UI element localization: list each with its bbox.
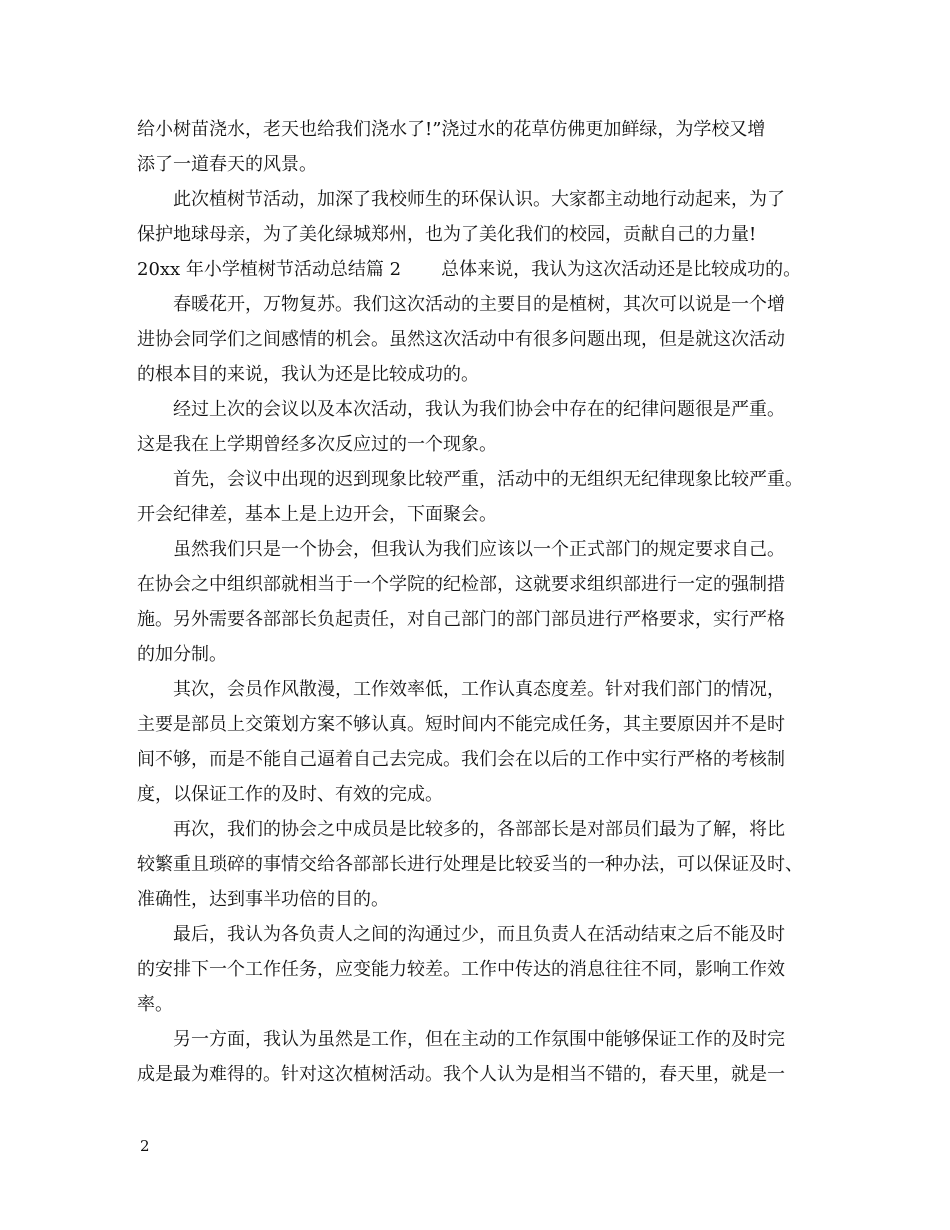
text-line: 春暖花开，万物复苏。我们这次活动的主要目的是植树，其次可以说是一个增	[173, 294, 785, 315]
text-line: 首先，会议中出现的迟到现象比较严重，活动中的无组织无纪律现象比较严重。	[173, 469, 803, 490]
text-line: 这是我在上学期曾经多次反应过的一个现象。	[137, 434, 497, 455]
text-line: 率。	[137, 994, 173, 1015]
text-line: 经过上次的会议以及本次活动，我认为我们协会中存在的纪律问题很是严重。	[173, 399, 785, 420]
section-heading-line	[137, 252, 822, 287]
text-line: 的加分制。	[137, 644, 227, 665]
text-line: 虽然我们只是一个协会，但我认为我们应该以一个正式部门的规定要求自己。	[173, 539, 785, 560]
text-line: 最后，我认为各负责人之间的沟通过少，而且负责人在活动结束之后不能及时	[173, 924, 785, 945]
document-body	[137, 112, 822, 1092]
section-heading-trailing-text: 总体来说，我认为这次活动还是比较成功的。	[441, 259, 802, 280]
text-line: 此次植树节活动，加深了我校师生的环保认识。大家都主动地行动起来，为了	[173, 189, 785, 210]
text-line: 度，以保证工作的及时、有效的完成。	[137, 784, 443, 805]
text-line: 添了一道春天的风景。	[137, 154, 317, 175]
paragraph-block-after	[137, 287, 822, 1092]
text-line: 保护地球母亲，为了美化绿城郑州，也为了美化我们的校园，贡献自己的力量!	[137, 224, 757, 245]
text-line: 的根本目的来说，我认为还是比较成功的。	[137, 364, 479, 385]
text-line: 的安排下一个工作任务，应变能力较差。工作中传达的消息往往不同，影响工作效	[137, 959, 785, 980]
paragraph-block-before	[137, 112, 822, 252]
text-line: 间不够，而是不能自己逼着自己去完成。我们会在以后的工作中实行严格的考核制	[137, 749, 785, 770]
text-line: 进协会同学们之间感情的机会。虽然这次活动中有很多问题出现，但是就这次活动	[137, 329, 785, 350]
text-line: 再次，我们的协会之中成员是比较多的，各部部长是对部员们最为了解，将比	[173, 819, 785, 840]
text-line: 较繁重且琐碎的事情交给各部部长进行处理是比较妥当的一种办法，可以保证及时、	[137, 854, 803, 875]
text-line: 成是最为难得的。针对这次植树活动。我个人认为是相当不错的，春天里，就是一	[137, 1064, 785, 1085]
text-line: 施。另外需要各部部长负起责任，对自己部门的部门部员进行严格要求，实行严格	[137, 609, 785, 630]
text-line: 主要是部员上交策划方案不够认真。短时间内不能完成任务，其主要原因并不是时	[137, 714, 785, 735]
text-line: 另一方面，我认为虽然是工作，但在主动的工作氛围中能够保证工作的及时完	[173, 1029, 785, 1050]
text-line: 在协会之中组织部就相当于一个学院的纪检部，这就要求组织部进行一定的强制措	[137, 574, 785, 595]
text-line: 准确性，达到事半功倍的目的。	[137, 889, 389, 910]
page-number: 2	[140, 1137, 150, 1155]
section-heading-title: 20xx 年小学植树节活动总结篇 2	[137, 259, 402, 280]
text-line: 开会纪律差，基本上是上边开会，下面聚会。	[137, 504, 497, 525]
text-line: 其次，会员作风散漫，工作效率低，工作认真态度差。针对我们部门的情况，	[173, 679, 785, 700]
text-line: 给小树苗浇水，老天也给我们浇水了!”浇过水的花草仿佛更加鲜绿，为学校又增	[137, 119, 766, 140]
